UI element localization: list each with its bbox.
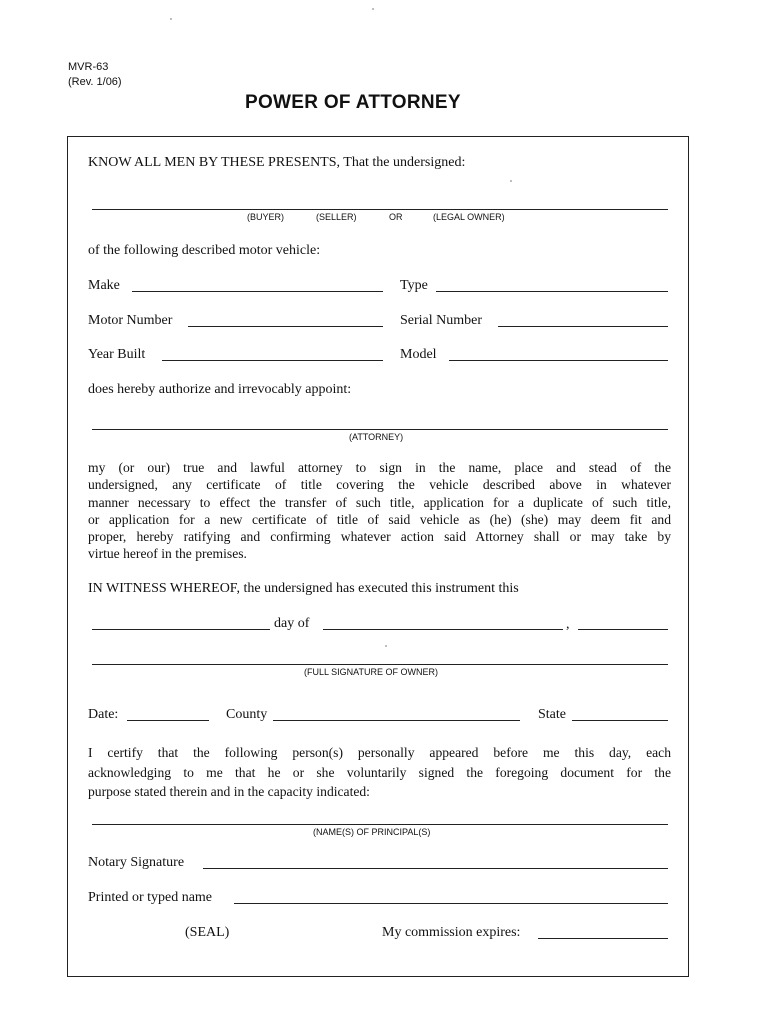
date-field[interactable] <box>127 720 209 721</box>
paragraph-line: proper, hereby ratifying and confirming whatever action said Attorney shall or may take by <box>88 529 671 545</box>
paragraph-line: my (or our) true and lawful attorney to sign in the name, place and stead of the <box>88 460 671 475</box>
or-caption: OR <box>389 212 403 222</box>
make-field[interactable] <box>132 291 383 292</box>
make-label: Make <box>88 278 120 293</box>
year-built-label: Year Built <box>88 347 146 362</box>
witness-text: IN WITNESS WHEREOF, the undersigned has executed this instrument this <box>88 581 519 596</box>
state-field[interactable] <box>572 720 668 721</box>
seal-label: (SEAL) <box>185 925 230 940</box>
type-field[interactable] <box>436 291 668 292</box>
principals-line[interactable] <box>92 824 668 825</box>
day-field[interactable] <box>92 629 270 630</box>
paragraph-line: virtue hereof in the premises. <box>88 546 247 562</box>
year-field[interactable] <box>578 629 668 630</box>
vehicle-heading: of the following described motor vehicle: <box>88 243 321 258</box>
attorney-caption: (ATTORNEY) <box>349 432 404 442</box>
printed-name-field[interactable] <box>234 903 668 904</box>
paragraph-line: purpose stated therein and in the capacity indicated: <box>88 784 370 799</box>
printed-name-label: Printed or typed name <box>88 890 213 905</box>
attorney-name-line[interactable] <box>92 429 668 430</box>
form-revision: (Rev. 1/06) <box>68 76 122 88</box>
party-name-line[interactable] <box>92 209 668 210</box>
notary-signature-label: Notary Signature <box>88 855 185 870</box>
commission-label: My commission expires: <box>382 925 521 940</box>
page-title: POWER OF ATTORNEY <box>245 92 461 113</box>
model-label: Model <box>400 347 437 362</box>
state-label: State <box>538 707 566 722</box>
scan-fleck <box>170 18 172 20</box>
owner-signature-line[interactable] <box>92 664 668 665</box>
serial-number-field[interactable] <box>498 326 668 327</box>
month-field[interactable] <box>323 629 563 630</box>
intro-text: KNOW ALL MEN BY THESE PRESENTS, That the undersigned: <box>88 155 466 170</box>
day-of-label: day of <box>274 616 310 631</box>
year-built-field[interactable] <box>162 360 383 361</box>
legal-owner-caption: (LEGAL OWNER) <box>433 212 505 222</box>
notary-signature-field[interactable] <box>203 868 668 869</box>
principals-caption: (NAME(S) OF PRINCIPAL(S) <box>313 827 431 837</box>
buyer-caption: (BUYER) <box>247 212 285 222</box>
motor-number-field[interactable] <box>188 326 383 327</box>
paragraph-line: undersigned, any certificate of title covering the vehicle described above in whatever <box>88 477 671 493</box>
date-label: Date: <box>88 707 119 722</box>
serial-number-label: Serial Number <box>400 313 483 328</box>
paragraph-line: manner necessary to effect the transfer of such title, application for a duplicate of such title, <box>88 494 671 510</box>
certify-paragraph <box>88 743 671 802</box>
form-number: MVR-63 <box>68 61 109 73</box>
owner-signature-caption: (FULL SIGNATURE OF OWNER) <box>304 667 439 677</box>
paragraph-line: I certify that the following person(s) personally appeared before me this day, each <box>88 745 671 760</box>
motor-number-label: Motor Number <box>88 313 173 328</box>
paragraph-line: acknowledging to me that he or she voluntarily signed the foregoing document for the <box>88 764 671 780</box>
model-field[interactable] <box>449 360 668 361</box>
type-label: Type <box>400 278 428 293</box>
appoint-text: does hereby authorize and irrevocably appoint: <box>88 382 352 397</box>
commission-expires-field[interactable] <box>538 938 668 939</box>
county-label: County <box>226 707 268 722</box>
date-comma: , <box>566 617 570 632</box>
seller-caption: (SELLER) <box>316 212 357 222</box>
scan-fleck <box>372 8 374 10</box>
authority-paragraph <box>88 459 671 563</box>
county-field[interactable] <box>273 720 520 721</box>
paragraph-line: or application for a new certificate of title of said vehicle as (he) (she) may deem fit and <box>88 511 671 527</box>
